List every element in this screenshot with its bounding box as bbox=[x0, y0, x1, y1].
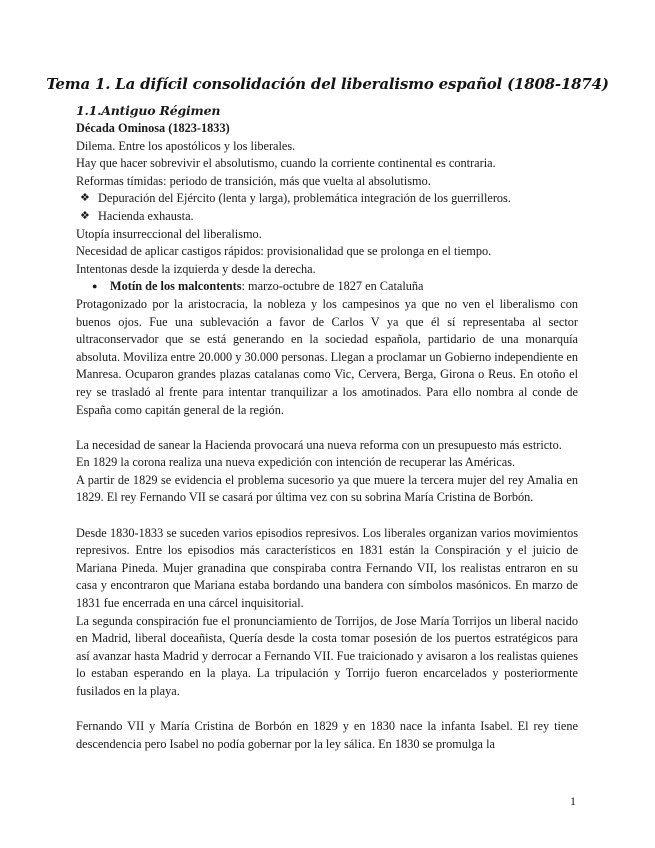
paragraph: En 1829 la corona realiza una nueva expedición con intención de recuperar las Américas. bbox=[76, 455, 516, 470]
paragraph: A partir de 1829 se evidencia el problema sucesorio ya que muere la tercera mujer del rey Amalia en 1829. El rey Fernando VII se casará por última vez con su sobrina María Cristina de Borbón. bbox=[76, 472, 578, 505]
page-number: 1 bbox=[570, 794, 576, 808]
list-item-text: Hacienda exhausta. bbox=[98, 208, 194, 223]
paragraph: Protagonizado por la aristocracia, la nobleza y los campesinos ya que no ven el liberalismo con buenos ojos. Fue una sublevación a favor de Carlos V ya que él sí representaba al sector ultraconservador que se está generando en la sociedad española, partidario de una monarquía absoluta. Moviliza entre 20.000 y 30.000 personas. Llegan a proclamar un Gobierno independiente en Manresa. Ocuparon grandes plazas catalanas como Vic, Cervera, Berga, Girona o Reus. En otoño el rey se trasladó al frente para intentar tranquilizar a los amotinados. Para ello nombra al conde de España como capitán general de la región. bbox=[76, 296, 578, 417]
document-title: Tema 1. La difícil consolidación del liberalismo español (1808-1874) bbox=[46, 75, 609, 93]
paragraph: Fernando VII y María Cristina de Borbón en 1829 y en 1830 nace la infanta Isabel. El rey tiene descendencia pero Isabel no podía gobernar por la ley sálica. En 1830 se promulga la bbox=[76, 719, 578, 751]
paragraph-gap bbox=[76, 507, 578, 525]
paragraph: La necesidad de sanear la Hacienda provocará una nueva reforma con un presupuesto más estricto. bbox=[76, 437, 562, 452]
paragraph: La segunda conspiración fue el pronunciamiento de Torrijos, de Jose María Torrijos un liberal nacido en Madrid, liberal doceañista, Quería desde la costa tomar posesión de los puertos estratégicos para así avanzar hasta Madrid y derrocar a Fernando VII. Fue traicionado y avisaron a los realistas quienes lo estaban esperando en la playa. La tripulación y Torrijo fueron encarcelados y posteriormente fusilados en la playa. bbox=[76, 613, 578, 698]
document-body bbox=[76, 102, 578, 753]
diamond-bullet-icon: ❖ bbox=[80, 209, 90, 222]
text-line: Intentonas desde la izquierda y desde la derecha. bbox=[76, 261, 316, 276]
dot-bullet-icon: ● bbox=[92, 281, 98, 292]
list-item bbox=[76, 190, 578, 208]
diamond-bullet-icon: ❖ bbox=[80, 192, 90, 205]
subtitle: 1.1.Antiguo Régimen bbox=[76, 103, 221, 118]
bullet-item bbox=[76, 278, 578, 296]
list-item-text: Depuración del Ejército (lenta y larga), problemática integración de los guerrilleros. bbox=[98, 191, 511, 206]
section-heading: Década Ominosa (1823-1833) bbox=[76, 121, 230, 135]
bullet-text: : marzo-octubre de 1827 en Cataluña bbox=[241, 279, 424, 294]
paragraph-gap bbox=[76, 419, 578, 437]
list-item bbox=[76, 208, 578, 226]
text-line: Reformas tímidas: periodo de transición, más que vuelta al absolutismo. bbox=[76, 173, 431, 188]
text-line: Utopía insurreccional del liberalismo. bbox=[76, 226, 262, 241]
bullet-bold-text: Motín de los malcontents bbox=[110, 279, 242, 294]
text-line: Necesidad de aplicar castigos rápidos: provisionalidad que se prolonga en el tiempo. bbox=[76, 244, 492, 259]
paragraph-gap bbox=[76, 701, 578, 719]
text-line: Hay que hacer sobrevivir el absolutismo, cuando la corriente continental es contraria. bbox=[76, 156, 496, 171]
text-line: Dilema. Entre los apostólicos y los liberales. bbox=[76, 138, 296, 153]
paragraph: Desde 1830-1833 se suceden varios episodios represivos. Los liberales organizan varios movimientos represivos. Entre los episodios más característicos en 1831 están la Conspiración y el juicio de Mariana Pineda. Mujer granadina que conspiraba contra Fernando VII, los realistas entraron en su casa y encontraron que Mariana estaba bordando una bandera con símbolos masónicos. En marzo de 1831 fue encerrada en una cárcel inquisitorial. bbox=[76, 525, 578, 611]
